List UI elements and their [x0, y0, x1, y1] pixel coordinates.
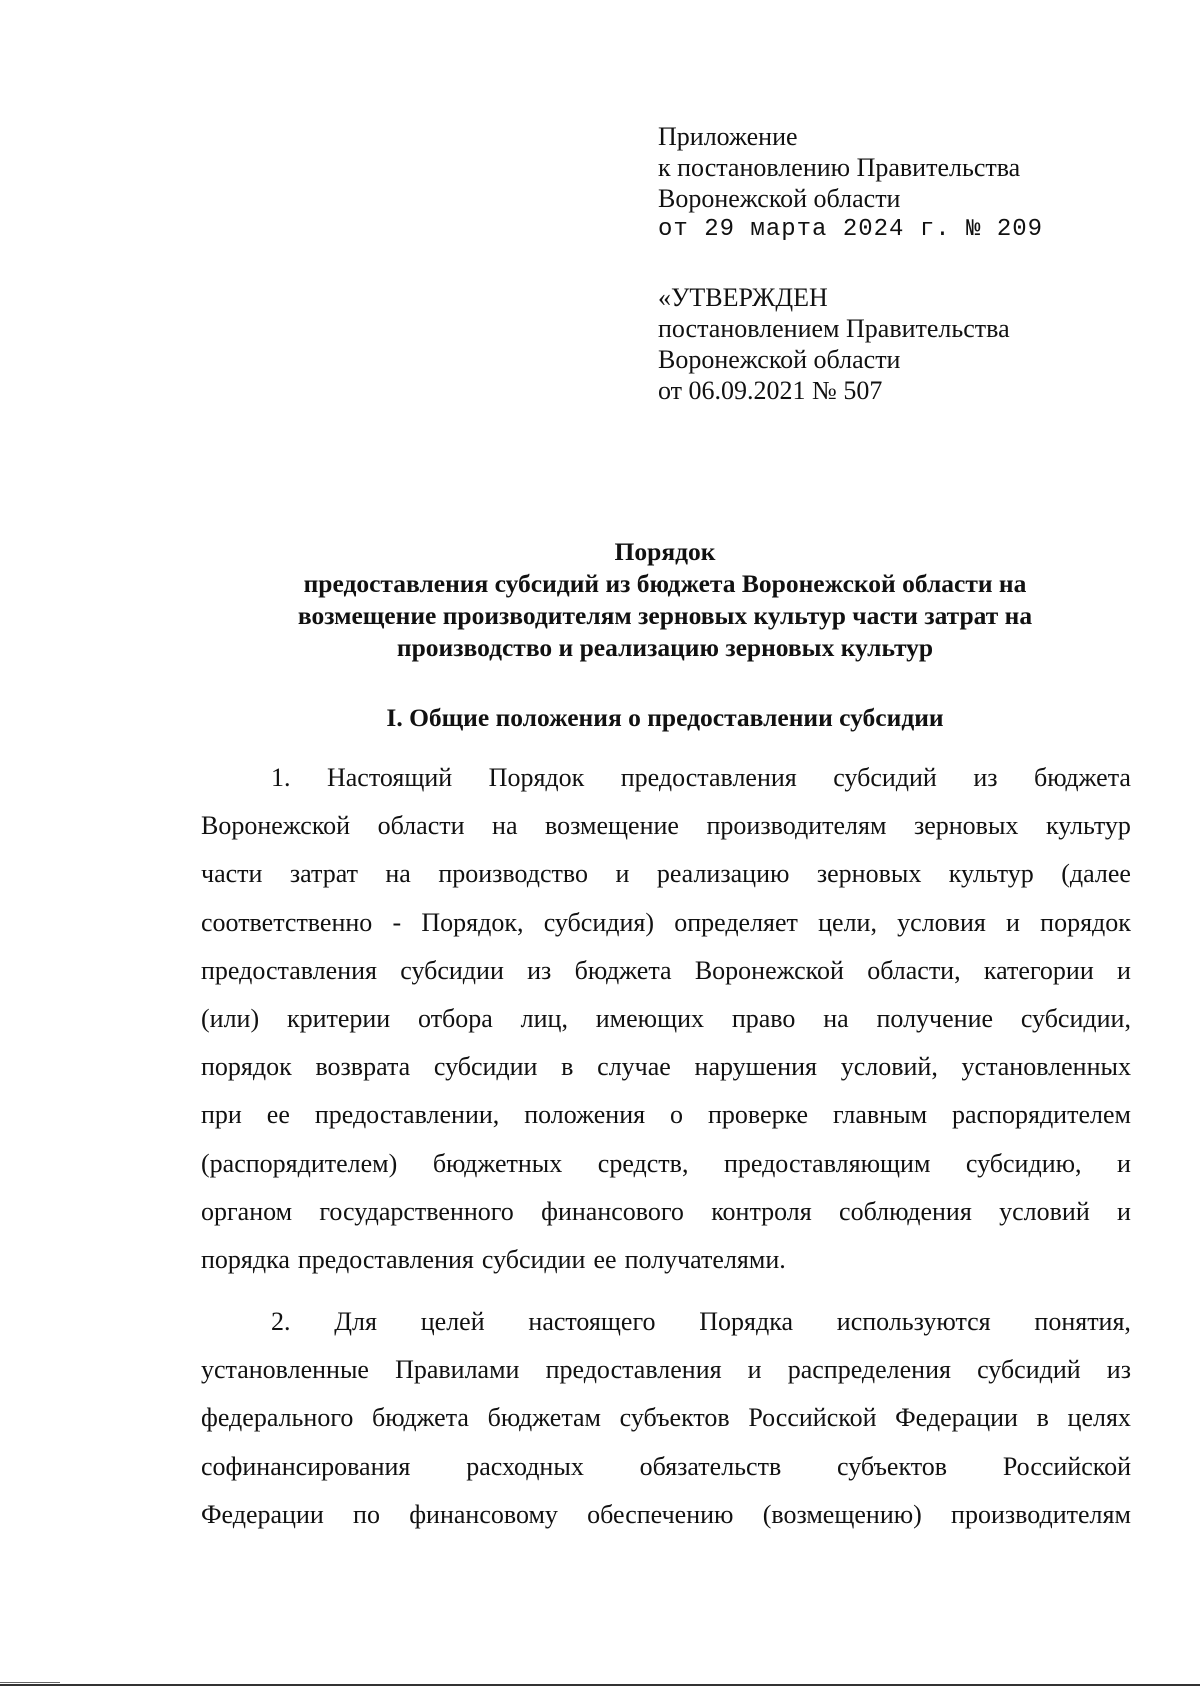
- word: порядок: [201, 1052, 292, 1082]
- text-line: [201, 1443, 1131, 1491]
- word: по: [353, 1499, 380, 1529]
- word: целях: [1067, 1403, 1131, 1433]
- word: возврата: [315, 1052, 411, 1082]
- section-heading: I. Общие положения о предоставлении субсидии: [386, 703, 944, 732]
- approved-label: «УТВЕРЖДЕН: [658, 283, 828, 312]
- appendix-word: постановлению: [677, 153, 851, 182]
- word: условия: [897, 907, 986, 937]
- word: области: [377, 811, 465, 841]
- word: финансового: [541, 1196, 684, 1226]
- word: из: [973, 763, 998, 792]
- word: бюджетных: [432, 1148, 563, 1178]
- word: Федерации: [895, 1403, 1018, 1433]
- word: положения: [524, 1100, 646, 1130]
- word: ее: [266, 1100, 290, 1130]
- word: Воронежской: [694, 955, 844, 985]
- text-line: [201, 1188, 1131, 1236]
- title-line: возмещение производителям зерновых культур части затрат на: [297, 601, 1033, 630]
- word: целей: [420, 1307, 485, 1336]
- word: и: [747, 1355, 762, 1385]
- paragraph-1: [201, 754, 1131, 1284]
- word: (распорядителем): [201, 1148, 398, 1178]
- word: области,: [867, 955, 961, 985]
- word: предоставлении,: [314, 1100, 500, 1130]
- word: право: [731, 1003, 796, 1033]
- word: соблюдения: [839, 1196, 972, 1226]
- word: нарушения: [694, 1052, 817, 1082]
- word: установленные: [201, 1355, 369, 1385]
- approved-region: Воронежской области: [658, 345, 901, 374]
- word: расходных: [466, 1451, 584, 1481]
- word: предоставления: [201, 955, 377, 985]
- word: федерального: [201, 1403, 354, 1433]
- word: Воронежской: [201, 811, 351, 841]
- word: настоящего: [528, 1307, 656, 1336]
- text-line: [201, 995, 1131, 1043]
- word: из: [1106, 1355, 1131, 1385]
- word: Порядок: [488, 763, 585, 792]
- word: условий: [999, 1196, 1090, 1226]
- word: категории: [983, 955, 1094, 985]
- appendix-header: [658, 121, 1090, 245]
- word: получателями.: [624, 1244, 786, 1274]
- document-title: [200, 536, 1130, 664]
- word: предоставления: [545, 1355, 722, 1385]
- text-line: [201, 947, 1131, 995]
- word: затрат: [289, 859, 358, 889]
- word: и: [1117, 1196, 1131, 1226]
- word: зерновых: [816, 859, 922, 889]
- word: субсидий: [833, 763, 937, 792]
- text-line: [201, 754, 1131, 802]
- word: Порядка: [699, 1307, 793, 1336]
- word: реализацию: [656, 859, 790, 889]
- title-line: Порядок: [614, 537, 716, 566]
- approved-header: [658, 282, 1010, 406]
- word: (или): [201, 1003, 260, 1033]
- word: на: [385, 859, 411, 889]
- word: обязательств: [639, 1451, 782, 1481]
- text-line: [201, 1236, 1131, 1284]
- word: органом: [201, 1196, 293, 1226]
- word: Правилами: [395, 1355, 520, 1385]
- text-line: [201, 1043, 1131, 1091]
- word: критерии: [286, 1003, 391, 1033]
- title-line: предоставления субсидий из бюджета Воронежской области на: [303, 569, 1027, 598]
- word: отбора: [418, 1003, 493, 1033]
- appendix-region: Воронежской области: [658, 184, 901, 213]
- word: субъектов: [619, 1403, 730, 1433]
- word: контроля: [711, 1196, 812, 1226]
- word: финансовому: [409, 1499, 558, 1529]
- word: цели,: [818, 907, 877, 937]
- approved-date-number: от 06.09.2021 № 507: [658, 376, 883, 405]
- word: о: [670, 1100, 684, 1130]
- text-line: [201, 802, 1131, 850]
- word: субсидии: [400, 955, 504, 985]
- word: культур: [948, 859, 1034, 889]
- word: условий,: [840, 1052, 938, 1082]
- word: используются: [836, 1307, 991, 1336]
- word: распределения: [787, 1355, 951, 1385]
- word: субсидия): [543, 907, 654, 937]
- paragraph-2: [201, 1298, 1131, 1539]
- text-line: [201, 1346, 1131, 1394]
- word: бюджетам: [487, 1403, 602, 1433]
- word: предоставления: [297, 1244, 474, 1274]
- word: Порядок,: [421, 907, 524, 937]
- word: понятия,: [1034, 1307, 1131, 1336]
- word: бюджета: [372, 1403, 469, 1433]
- word: порядка: [201, 1244, 290, 1274]
- text-line: [201, 1298, 1131, 1346]
- word: имеющих: [595, 1003, 705, 1033]
- page-edge-mark: [0, 1682, 60, 1683]
- text-line: [201, 850, 1131, 898]
- word: и: [1117, 955, 1131, 985]
- word: производителям: [706, 811, 887, 841]
- word: Российской: [1002, 1451, 1131, 1481]
- word: субсидии,: [1020, 1003, 1131, 1033]
- word: производителям: [951, 1499, 1131, 1529]
- word: Для: [334, 1307, 377, 1336]
- appendix-word: к: [658, 153, 671, 182]
- word: (возмещению): [762, 1499, 922, 1529]
- word: -: [392, 907, 402, 937]
- word: государственного: [319, 1196, 514, 1226]
- text-line: [201, 1394, 1131, 1442]
- word: бюджета: [1033, 763, 1131, 792]
- word: лиц,: [520, 1003, 568, 1033]
- text-line: [201, 1140, 1131, 1188]
- word: производство: [438, 859, 588, 889]
- appendix-date-number: от 29 марта 2024 г. № 209: [658, 216, 1044, 243]
- word: определяет: [674, 907, 798, 937]
- word: ее: [593, 1244, 617, 1274]
- appendix-word: Правительства: [856, 153, 1021, 182]
- word: (далее: [1061, 859, 1131, 889]
- appendix-decree-ref: [658, 152, 1090, 183]
- word: субсидии: [481, 1244, 586, 1274]
- word: возмещение: [545, 811, 679, 841]
- word: и: [1117, 1148, 1131, 1178]
- appendix-label: Приложение: [658, 122, 798, 151]
- word: Настоящий: [326, 763, 453, 792]
- word: главным: [833, 1100, 928, 1130]
- word: при: [201, 1100, 242, 1130]
- word: Российской: [748, 1403, 877, 1433]
- word: из: [527, 955, 552, 985]
- word: 2.: [271, 1307, 291, 1336]
- word: на: [823, 1003, 849, 1033]
- word: проверке: [707, 1100, 809, 1130]
- word: предоставляющим: [723, 1148, 931, 1178]
- word: субсидии: [433, 1052, 538, 1082]
- word: в: [561, 1052, 574, 1082]
- word: 1.: [271, 763, 291, 792]
- word: зерновых: [913, 811, 1019, 841]
- word: на: [492, 811, 518, 841]
- word: субсидию,: [965, 1148, 1082, 1178]
- word: распорядителем: [951, 1100, 1131, 1130]
- text-line: [201, 899, 1131, 947]
- word: и: [615, 859, 630, 889]
- word: получение: [876, 1003, 994, 1033]
- word: части: [201, 859, 263, 889]
- word: субъектов: [837, 1451, 948, 1481]
- word: соответственно: [201, 907, 373, 937]
- approved-by: постановлением Правительства: [658, 314, 1010, 343]
- page-bottom-rule: [0, 1684, 1200, 1686]
- word: предоставления: [620, 763, 797, 792]
- word: обеспечению: [587, 1499, 734, 1529]
- word: в: [1036, 1403, 1049, 1433]
- text-line: [201, 1491, 1131, 1539]
- word: порядок: [1040, 907, 1131, 937]
- text-line: [201, 1091, 1131, 1139]
- word: субсидий: [977, 1355, 1081, 1385]
- word: бюджета: [574, 955, 672, 985]
- word: установленных: [961, 1052, 1131, 1082]
- title-line: производство и реализацию зерновых культур: [396, 633, 934, 662]
- word: случае: [597, 1052, 671, 1082]
- word: культур: [1045, 811, 1131, 841]
- word: софинансирования: [201, 1451, 411, 1481]
- word: и: [1006, 907, 1020, 937]
- word: средств,: [597, 1148, 689, 1178]
- word: Федерации: [201, 1499, 324, 1529]
